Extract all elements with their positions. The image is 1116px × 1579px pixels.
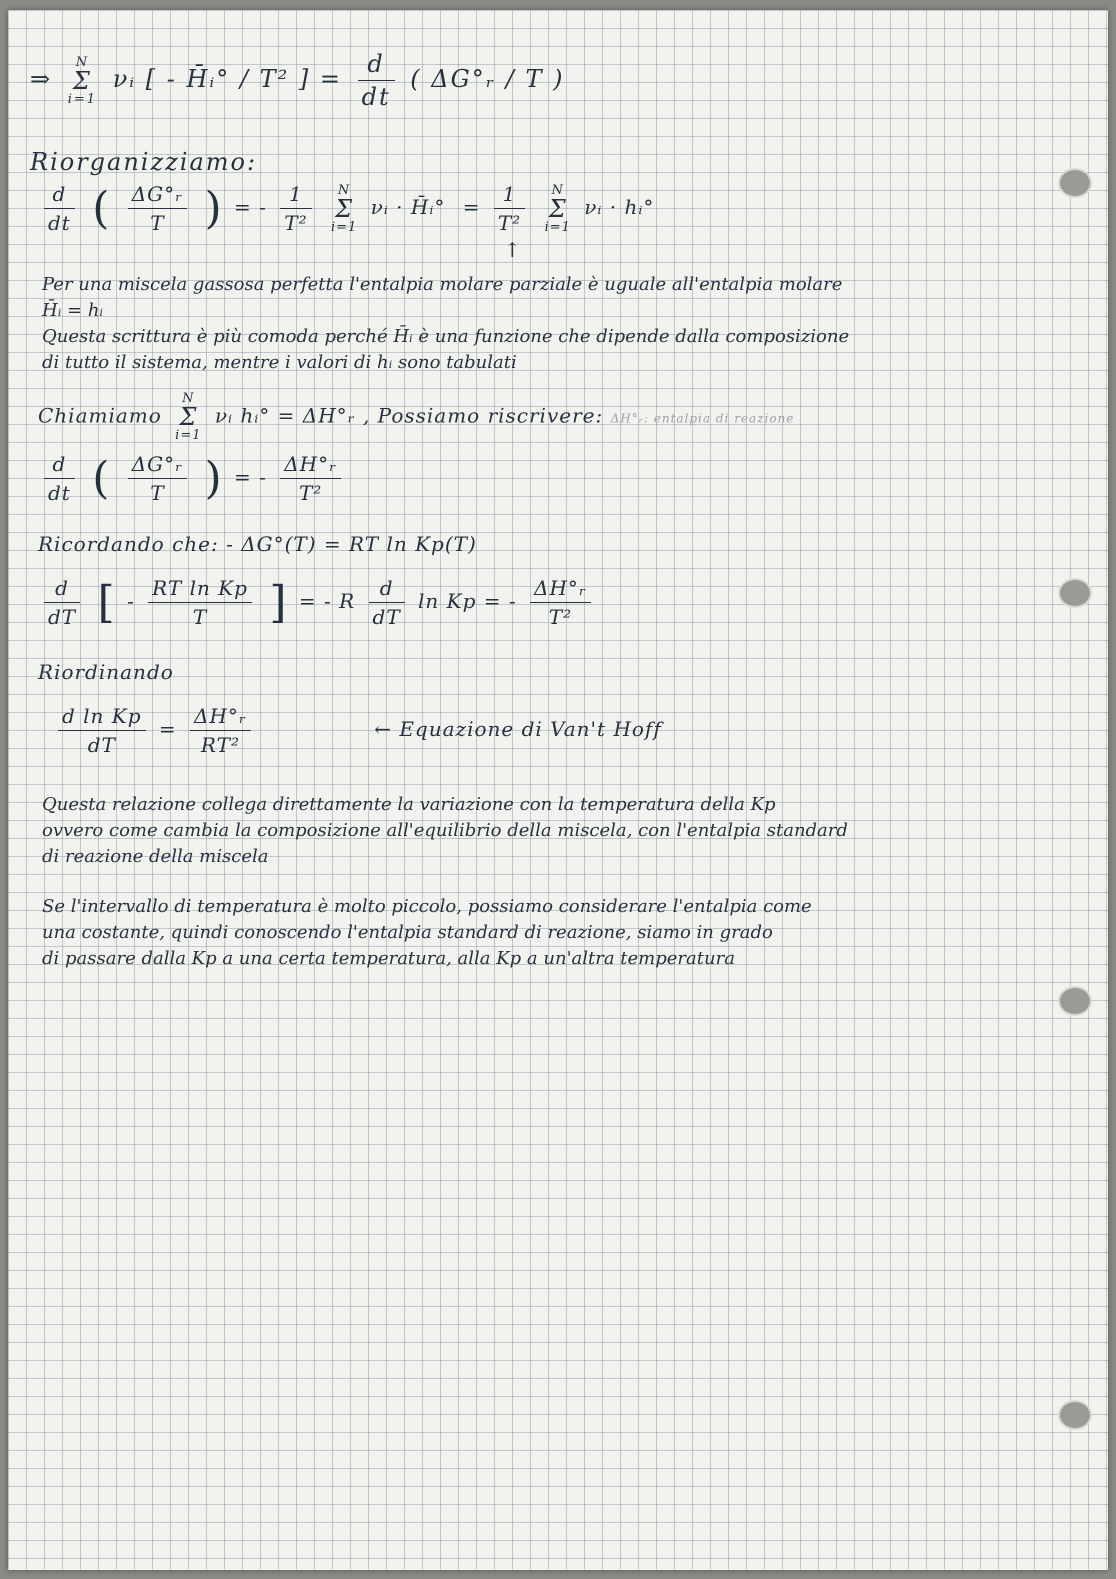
equation-label: ← Equazione di Van't Hoff xyxy=(374,717,662,741)
binder-hole xyxy=(1058,1400,1092,1430)
heading-riorganizziamo: Riorganizziamo: xyxy=(30,148,258,176)
equation-sum-derivative: ⇒ N Σ i=1 νᵢ [ - H̄ᵢ° / T² ] = $\frac{d}{dt}$ ( ΔG°ᵣ / T ) xyxy=(30,50,565,111)
implies-symbol: ⇒ xyxy=(30,65,53,93)
equation-gibbs-derivative: $\frac{d}{dt}$ ( $\frac{\text{ΔG°ᵣ}}{T}$ ) = - $\frac{\text{ΔH°ᵣ}}{\text{T²}}$ xyxy=(38,452,347,505)
notebook-page xyxy=(8,10,1108,1570)
equation-definition: Chiamiamo N Σ i=1 νᵢ hᵢ° = ΔH°ᵣ , Possiamo riscrivere: ΔH°ᵣ: entalpia di reazione xyxy=(38,391,795,443)
binder-hole xyxy=(1058,168,1092,198)
equation-vant-hoff: $\frac{\text{d ln Kp}}{dT}$ = $\frac{\text{ΔH°ᵣ}}{\text{RT²}}$ ← Equazione di Van't Hoff xyxy=(52,704,662,757)
text-line: H̄ᵢ = hᵢ xyxy=(42,300,104,321)
side-note: ΔH°ᵣ: entalpia di reazione xyxy=(610,411,795,426)
text-line: Per una miscela gassosa perfetta l'entalpia molare parziale è uguale all'entalpia molare xyxy=(42,274,843,295)
equation-lnkp-derivative: $\frac{d}{dT}$ [ - $\frac{\text{RT ln Kp}}{T}$ ] = - R $\frac{d}{dT}$ ln Kp = - $\frac{\text{ΔH°ᵣ}}{\text{T²}}$ xyxy=(38,576,597,629)
equation-term: ( ΔG°ᵣ / T ) xyxy=(410,65,565,93)
binder-hole xyxy=(1058,578,1092,608)
summation: N Σ i=1 xyxy=(544,182,571,235)
text-line: Questa scrittura è più comoda perché H̄ᵢ è una funzione che dipende dalla composizione xyxy=(42,326,850,347)
text-line: Questa relazione collega direttamente la variazione con la temperatura della Kp xyxy=(42,794,776,815)
equation-reorganized: $\frac{d}{dt}$ ( $\frac{\text{ΔG°ᵣ}}{T}$ ) = - $\frac{1}{\text{T²}}$ N Σ i=1 νᵢ · H̄ᵢ° = $\frac{1}{\text{T²}}$ N Σ i=1 νᵢ · hᵢ° xyxy=(38,182,654,235)
equation-term: νᵢ [ - H̄ᵢ° / T² ] xyxy=(112,65,311,93)
arrow-up-icon: ↑ xyxy=(504,238,522,262)
text-line: Se l'intervallo di temperatura è molto piccolo, possiamo considerare l'entalpia come xyxy=(42,896,812,917)
text-line: ovvero come cambia la composizione all'equilibrio della miscela, con l'entalpia standard xyxy=(42,820,848,841)
derivative-operator: $\frac{d}{dt}$ xyxy=(358,50,395,111)
summation: N Σ i=1 xyxy=(67,54,98,107)
text-line: di tutto il sistema, mentre i valori di hᵢ sono tabulati xyxy=(42,352,517,373)
text-line: una costante, quindi conoscendo l'entalpia standard di reazione, siamo in grado xyxy=(42,922,773,943)
text-recall: Ricordando che: - ΔG°(T) = RT ln Kp(T) xyxy=(38,532,477,556)
summation: N Σ i=1 xyxy=(175,391,202,443)
text-line: di passare dalla Kp a una certa temperatura, alla Kp a un'altra temperatura xyxy=(42,948,735,969)
text-line: di reazione della miscela xyxy=(42,846,269,867)
heading-riordinando: Riordinando xyxy=(38,660,174,684)
binder-hole xyxy=(1058,986,1092,1016)
summation: N Σ i=1 xyxy=(330,182,358,235)
